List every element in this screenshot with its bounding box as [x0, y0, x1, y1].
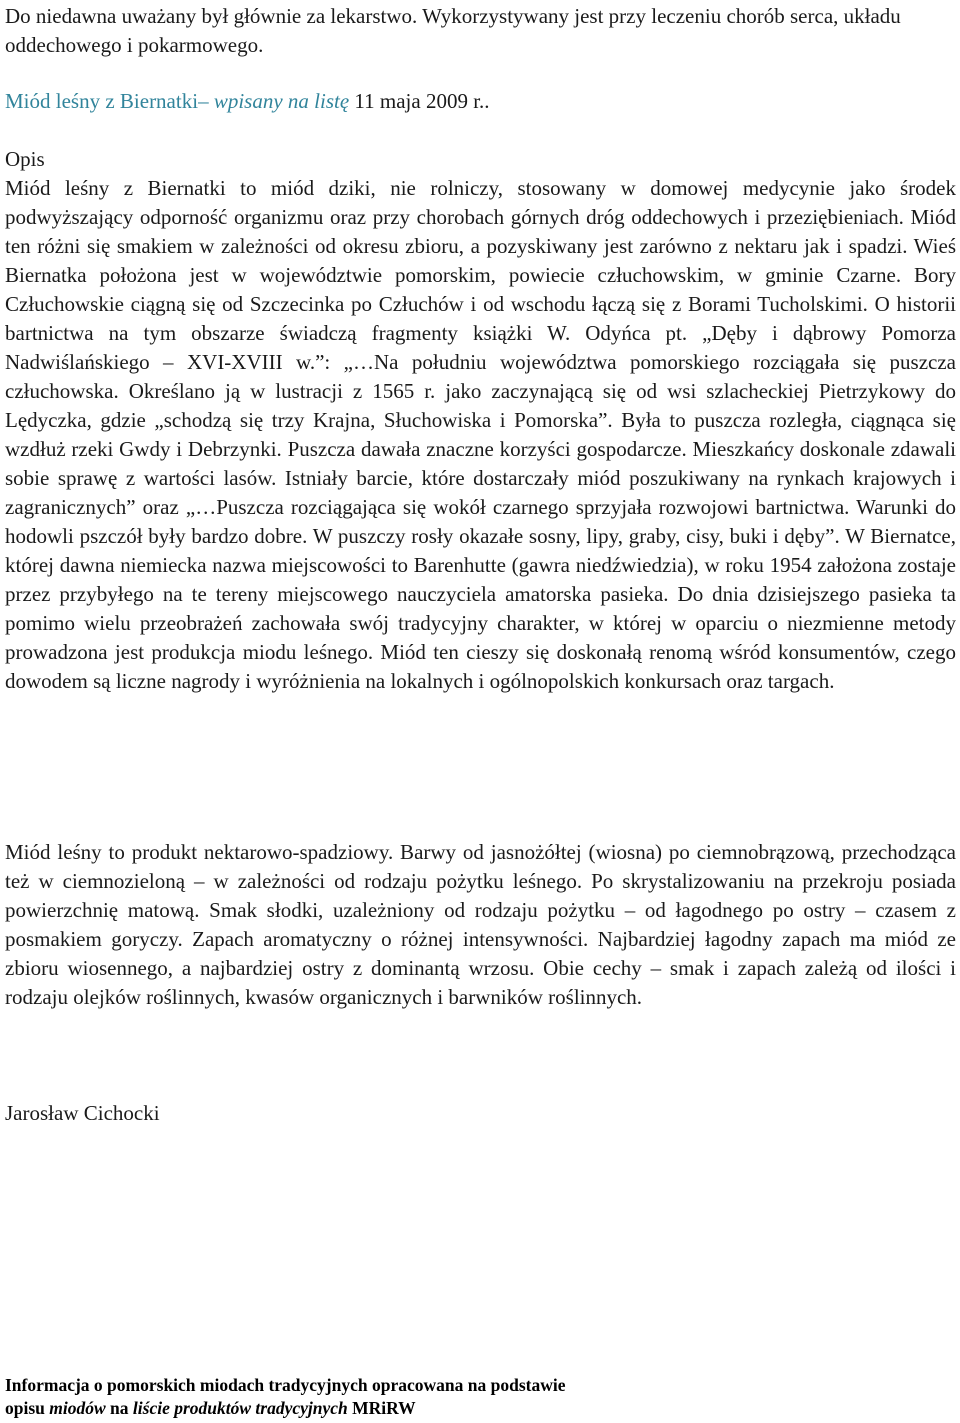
description-section — [5, 145, 956, 696]
footer-line-1: Informacja o pomorskich miodach tradycyjnych opracowana na podstawie — [5, 1375, 566, 1395]
footer-text-e: MRiRW — [347, 1398, 416, 1418]
footer-text-c: na — [105, 1398, 133, 1418]
footer-text-b: miodów — [49, 1398, 106, 1418]
description-paragraph: Miód leśny z Biernatki to miód dziki, nie rolniczy, stosowany w domowej medycynie jako środek podwyższający odporność organizmu oraz przy chorobach górnych dróg oddechowych i przeziębieniach. Miód ten różni się smakiem w zależności od okresu zbioru, a pozyskiwany jest zarówno z nektaru jak i spadzi. Wieś Biernatka położona jest w województwie pomorskim, powiecie człuchowskim, w gminie Czarne. Bory Człuchowskie ciągną się od Szczecinka po Człuchów i od wschodu łączą się z Borami Tucholskimi. O historii bartnictwa na tym obszarze świadczą fragmenty książki W. Odyńca pt. „Dęby i dąbrowy Pomorza Nadwiślańskiego – XVI-XVIII w.”: „…Na południu województwa pomorskiego rozciągała się puszcza człuchowska. Określano ją w lustracji z 1565 r. jako zaczynającą się od wsi szlacheckiej Pietrzykowy do Lędyczka, gdzie „schodzą się trzy Krajna, Słuchowiska i Pomorska”. Była to puszcza rozległa, ciągnąca się wzdłuż rzeki Gwdy i Debrzynki. Puszcza dawała znaczne korzyści gospodarcze. Mieszkańcy doskonale zdawali sobie sprawę z wartości lasów. Istniały barcie, które dostarczały miód poszukiwany na rynkach krajowych i zagranicznych” oraz „…Puszcza rozciągająca się wokół czarnego sprzyjała rozwojowi bartnictwa. Warunki do hodowli pszczół były bardzo dobre. W puszczy rosły okazałe sosny, lipy, graby, cisy, buki i dęby”. W Biernatce, której dawna niemiecka nazwa miejscowości to Barenhutte (gawra niedźwiedzia), w roku 1954 założona zostaje przez przybyłego na te tereny miejscowego nauczyciela amatorska pasieka. Do dnia dzisiejszego pasieka ta pomimo wielu przeobrażeń zachowała swój tradycyjny charakter, w której w oparciu o niezmienne metody prowadzona jest produkcja miodu leśnego. Miód ten cieszy się doskonałą renomą wśród konsumentów, czego dowodem są liczne nagrody i wyróżnienia na lokalnych i ogólnopolskich konkursach oraz targach. — [5, 176, 956, 693]
footer-note — [5, 1374, 956, 1420]
listing-date: 11 maja 2009 r.. — [349, 89, 490, 113]
listing-line — [5, 87, 956, 116]
footer-line-2 — [5, 1397, 956, 1420]
footer-text-d: liście produktów tradycyjnych — [132, 1398, 348, 1418]
intro-paragraph: Do niedawna uważany był głównie za lekarstwo. Wykorzystywany jest przy leczeniu chorób serca, układu oddechowego i pokarmowego. — [5, 4, 901, 57]
characteristics-paragraph: Miód leśny to produkt nektarowo-spadziowy. Barwy od jasnożółtej (wiosna) po ciemnobrązową, przechodząca też w ciemnozieloną – w zależności od rodzaju pożytku leśnego. Po skrystalizowaniu na przekroju posiada powierzchnię matową. Smak słodki, uzależniony od rodzaju pożytku – od łagodnego po ostry – czasem z posmakiem goryczy. Zapach aromatyczny o różnej intensywności. Najbardziej łagodny zapach ma miód ze zbioru wiosennego, a najbardziej ostry z dominantą wrzosu. Obie cechy – smak i zapach zależą od ilości i rodzaju olejków roślinnych, kwasów organicznych i barwników roślinnych. — [5, 840, 956, 1009]
footer-text-a: opisu — [5, 1398, 50, 1418]
author-name: Jarosław Cichocki — [5, 1101, 160, 1125]
listed-phrase: – wpisany na listę — [198, 89, 350, 113]
product-name: Miód leśny z Biernatki — [5, 89, 199, 113]
description-heading: Opis — [5, 147, 45, 171]
